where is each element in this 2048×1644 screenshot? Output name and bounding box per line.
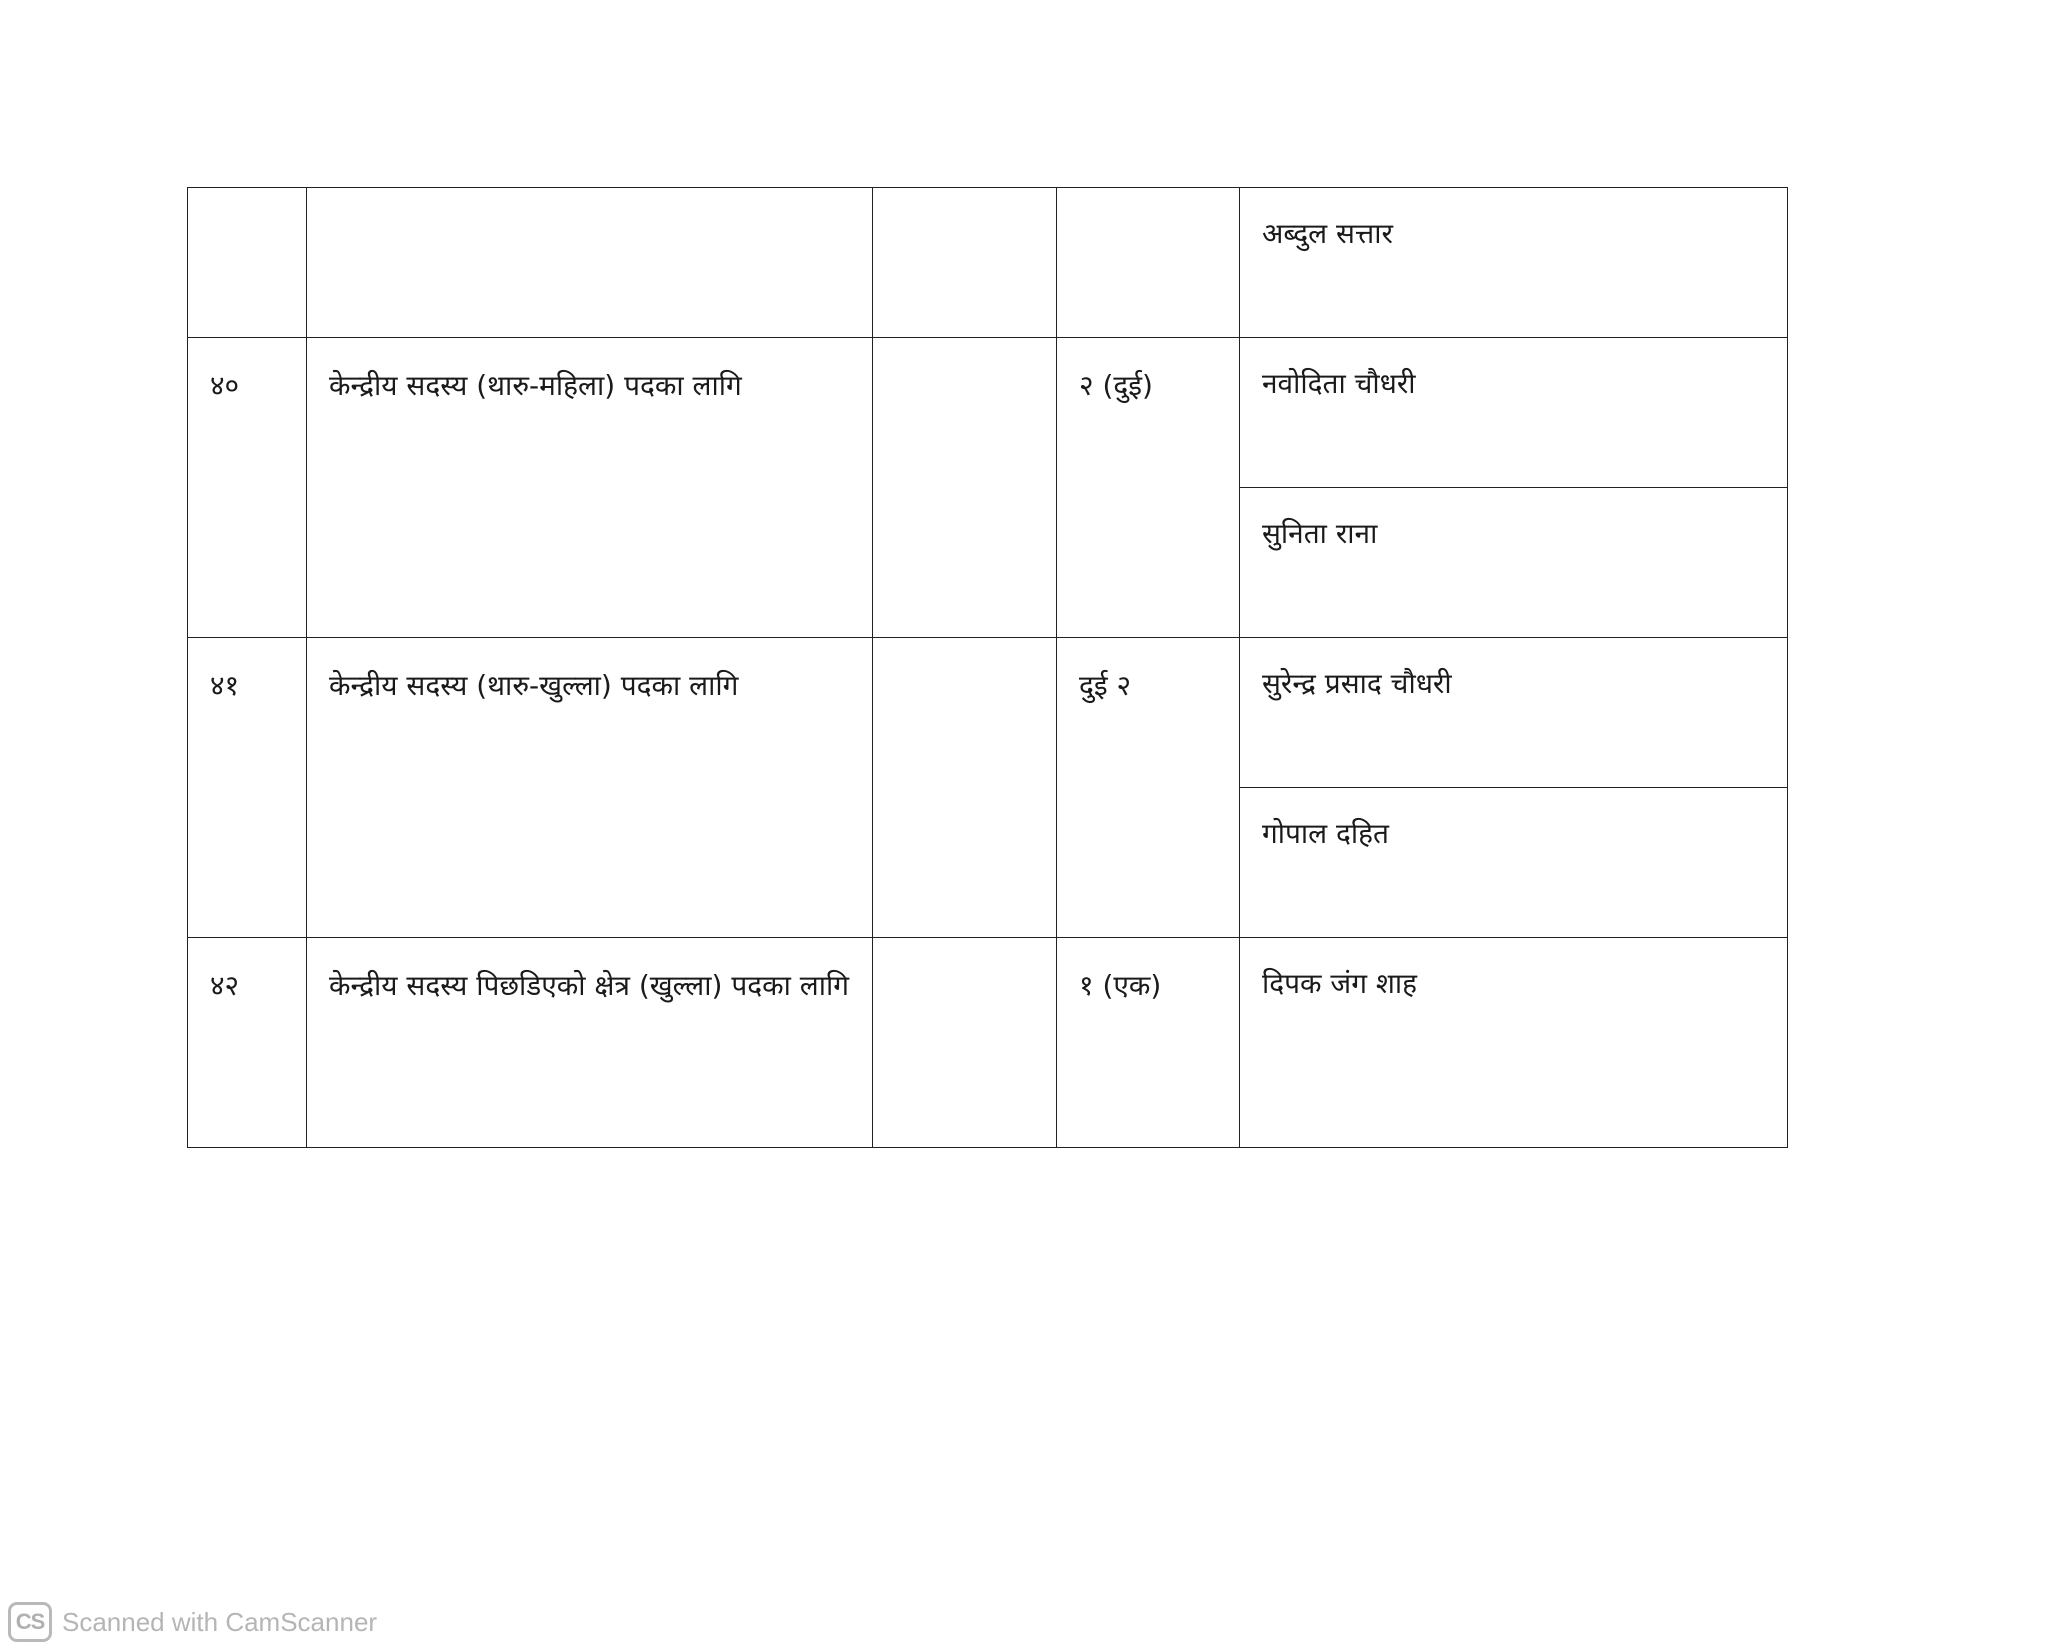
position-cell: केन्द्रीय सदस्य पिछडिएको क्षेत्र (खुल्ला) पदका लागि (307, 938, 873, 1148)
blank-cell (873, 188, 1057, 338)
serial-cell: ४२ (188, 938, 307, 1148)
camscanner-logo-icon: CS (8, 1602, 52, 1642)
candidate-name-cell: अब्दुल सत्तार (1240, 188, 1788, 338)
serial-cell: ४१ (188, 638, 307, 938)
blank-cell (873, 938, 1057, 1148)
count-cell: १ (एक) (1057, 938, 1240, 1148)
position-cell: केन्द्रीय सदस्य (थारु-महिला) पदका लागि (307, 338, 873, 638)
table-row (188, 938, 1788, 1148)
candidate-table (187, 187, 1788, 1148)
position-cell: केन्द्रीय सदस्य (थारु-खुल्ला) पदका लागि (307, 638, 873, 938)
blank-cell (873, 338, 1057, 638)
candidate-name-cell: गोपाल दहित (1240, 788, 1788, 938)
table-row (188, 638, 1788, 788)
count-cell: दुई २ (1057, 638, 1240, 938)
count-cell (1057, 188, 1240, 338)
table-row (188, 338, 1788, 488)
position-cell (307, 188, 873, 338)
camscanner-watermark (8, 1600, 377, 1644)
candidate-name-cell: नवोदिता चौधरी (1240, 338, 1788, 488)
blank-cell (873, 638, 1057, 938)
serial-cell: ४० (188, 338, 307, 638)
table-row (188, 188, 1788, 338)
serial-cell (188, 188, 307, 338)
candidate-name-cell: दिपक जंग शाह (1240, 938, 1788, 1148)
watermark-text: Scanned with CamScanner (62, 1606, 378, 1637)
candidate-name-cell: सुनिता राना (1240, 488, 1788, 638)
count-cell: २ (दुई) (1057, 338, 1240, 638)
candidate-name-cell: सुरेन्द्र प्रसाद चौधरी (1240, 638, 1788, 788)
